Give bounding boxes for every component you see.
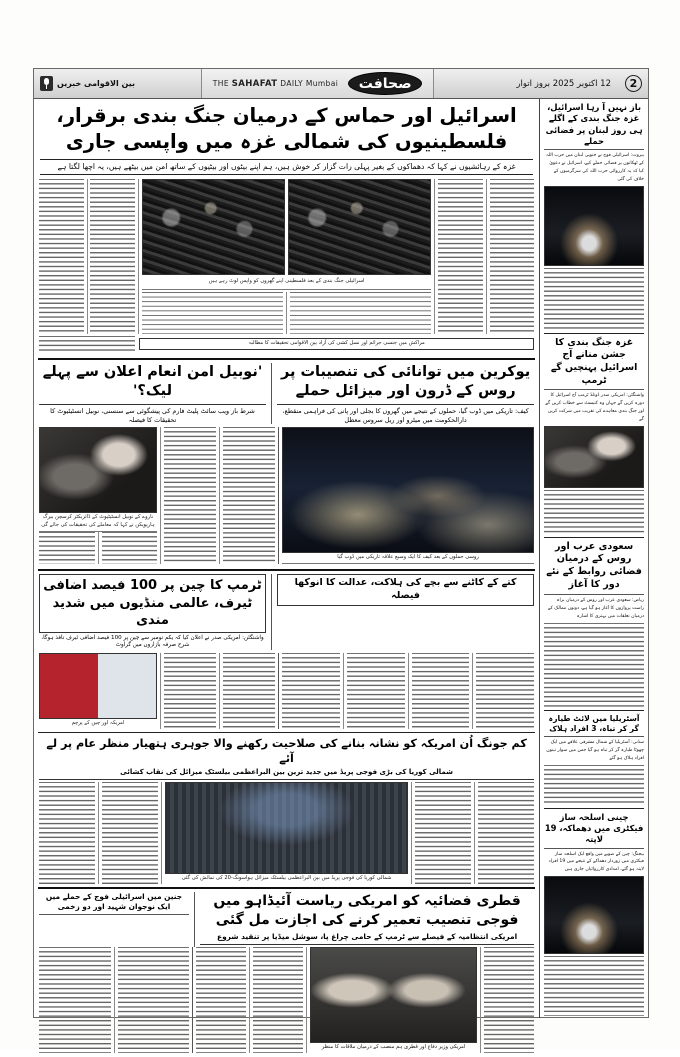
lead-photo-caption-1: اسرائیلی جنگ بندی کے بعد فلسطینی اپنے گھروں کو واپس لوٹ رہے ہیں bbox=[208, 277, 365, 284]
trump-visit-body bbox=[544, 490, 644, 534]
australia-crash-story bbox=[544, 714, 644, 805]
ukraine-photo-caption: روسی حملوں کے بعد کیف کا ایک وسیع علاقہ تاریکی میں ڈوب گیا bbox=[337, 554, 479, 561]
nobel-body-col-4 bbox=[223, 427, 275, 564]
lead-body-col-5 bbox=[438, 179, 483, 334]
north-korea-parade-photo bbox=[165, 782, 408, 874]
trump-tariff-story bbox=[39, 574, 266, 650]
lead-photo-celebration bbox=[288, 179, 431, 275]
nk-body-col-4 bbox=[478, 782, 534, 884]
sahafat-logo: صحافت bbox=[348, 72, 422, 95]
qatar-photo-caption: امریکی وزیر دفاع اور قطری ہم منصب کے درمیان ملاقات کا منظر bbox=[321, 1043, 466, 1050]
nobel-photo-caption: ناروے کے نوبیل انسٹیٹیوٹ کے ڈائریکٹر کرسچن بیرگ ہارپویکن نے کہا کہ معاملے کی تحقیقات کی جائے گی bbox=[41, 514, 155, 529]
nk-body-col-1 bbox=[39, 782, 95, 884]
trump-visit-headline: غزہ جنگ بندی کا جشن منانے آج اسرائیل پہنچیں گے ٹرمپ bbox=[550, 336, 638, 386]
australia-sub: سڈنی: آسٹریلیا کے شمال مشرقی علاقے میں ایک چھوٹا طیارہ گر کر تباہ ہو گیا جس میں سوار تینوں افراد ہلاک ہو گئے bbox=[546, 740, 644, 761]
dog-case-story bbox=[277, 574, 534, 650]
qatar-body-col-1 bbox=[196, 947, 246, 1053]
masthead-center bbox=[202, 69, 433, 98]
newspaper-page bbox=[33, 68, 649, 1050]
ukraine-headline: یوکرین میں توانائی کی تنصیبات پر روس کے ڈرون اور میزائل حملے bbox=[280, 363, 531, 400]
nobel-body-col-1 bbox=[39, 532, 95, 564]
china-factory-story bbox=[544, 812, 644, 1016]
masthead bbox=[34, 69, 648, 99]
masthead-left bbox=[34, 69, 202, 98]
masthead-english-title: THE SAHAFAT DAILY Mumbai bbox=[212, 78, 339, 89]
publication-date: 12 اکتوبر 2025 بروز اتوار bbox=[516, 78, 611, 89]
lead-body-col-6 bbox=[490, 179, 535, 334]
lead-inset-caption: مراکش میں جنسی جرائم اور نسل کشی کی آزاد بین الاقوامی تحقیقات کا مطالبہ bbox=[139, 338, 534, 350]
us-china-flags-photo bbox=[39, 653, 157, 719]
saudi-russia-sub: ریاض: سعودی عرب اور روس کے درمیان براہ راست پروازوں کا آغاز ہو گیا ہے، دونوں ممالک کے درمیان تعلقات میں بہتری کا اشارہ bbox=[547, 598, 644, 619]
lead-headline: اسرائیل اور حماس کے درمیان جنگ بندی برقرار، فلسطینیوں کی شمالی غزہ میں واپسی جاری bbox=[56, 104, 517, 154]
trump-body-col-2 bbox=[164, 653, 216, 729]
dog-body-col-2 bbox=[347, 653, 405, 729]
dog-body-col-1 bbox=[282, 653, 340, 729]
trump-visit-photo bbox=[544, 426, 644, 488]
ukraine-subhead: کیف: تاریکی میں ڈوب گیا، حملوں کے نتیجے میں گھروں کا بجلی اور پانی کی فراہمی منقطع، دارالحکومت میں میٹرو اور ریل سروس معطل bbox=[282, 407, 529, 424]
australia-body bbox=[544, 765, 644, 805]
jenin-body-col-1 bbox=[39, 947, 111, 1053]
lead-photo-return bbox=[142, 179, 285, 275]
ukraine-photo bbox=[282, 427, 534, 553]
australia-headline: آسٹریلیا میں لائٹ طیارہ گر کر تباہ، 3 افراد ہلاک bbox=[548, 713, 640, 733]
lead-story bbox=[34, 99, 539, 177]
dog-body-col-3 bbox=[412, 653, 470, 729]
masthead-right bbox=[433, 69, 648, 98]
nobel-subhead: شرط باز ویب سائٹ پلیٹ فارم کی پیشگوئی سے سنسنی، نوبیل انسٹیٹیوٹ کا تحقیقات کا فیصلہ bbox=[50, 407, 255, 424]
china-factory-sub: بیجنگ: چین کے صوبے میں واقع ایک اسلحہ ساز فیکٹری میں زوردار دھماکے کے نتیجے میں 19 افراد لاپتہ ہو گئے، امدادی کارروائیاں جاری ہیں bbox=[548, 851, 644, 873]
saudi-russia-story bbox=[544, 541, 644, 707]
lead-sidebar-text bbox=[39, 336, 135, 352]
nobel-story bbox=[39, 363, 266, 424]
lebanon-strike-story bbox=[544, 102, 644, 330]
qatar-body-col-2 bbox=[253, 947, 303, 1053]
saudi-russia-headline: سعودی عرب اور روس کے درمیان فضائی روابط کے نئے دور کا آغاز bbox=[546, 540, 642, 591]
china-factory-headline: چینی اسلحہ ساز فیکٹری میں دھماکہ، 19 لاپتہ bbox=[544, 811, 644, 845]
lebanon-headline: باز نہیں آ رہا اسرائیل، غزہ جنگ بندی کے اگلے ہی روز لبنان پر فضائی حملے bbox=[545, 102, 643, 147]
north-korea-photo-caption: شمالی کوریا کی فوجی پریڈ میں بین البراعظمی بیلسٹک میزائل ہواسونگ-20 کی نمائش کی گئی bbox=[181, 875, 392, 882]
trump-photo-caption: امریکہ اور چین کے پرچم bbox=[71, 719, 125, 726]
trump-visit-sub: واشنگٹن: امریکی صدر ڈونلڈ ٹرمپ آج اسرائیل کا دورہ کریں گے جہاں وہ کنیسٹ سے خطاب کریں گے اور جنگ بندی معاہدے کی تقریب میں شرکت کریں گے bbox=[545, 393, 644, 422]
qatar-body-col-4 bbox=[484, 947, 534, 1053]
jenin-headline: جنین میں اسرائیلی فوج کے حملے میں ایک نوجوان شہید اور دو زخمی bbox=[45, 892, 183, 912]
saudi-russia-body bbox=[544, 623, 644, 707]
jenin-story bbox=[39, 892, 189, 947]
dog-body-col-4 bbox=[476, 653, 534, 729]
lead-body-col-3 bbox=[142, 292, 283, 334]
nk-body-col-2 bbox=[102, 782, 158, 884]
masthead-section-label: بین الاقوامی خبریں bbox=[57, 79, 135, 88]
lead-body-col-4 bbox=[290, 292, 431, 334]
china-factory-body bbox=[544, 956, 644, 1016]
north-korea-story bbox=[34, 733, 539, 783]
jenin-body-col-2 bbox=[118, 947, 190, 1053]
trump-israel-visit-story bbox=[544, 337, 644, 534]
nk-body-col-3 bbox=[415, 782, 471, 884]
lebanon-strike-photo bbox=[544, 186, 644, 266]
lebanon-sub: بیروت: اسرائیلی فوج نے جنوبی لبنان میں حزب اللہ کے ٹھکانوں پر فضائی حملے کیے، اسرائیل نے دعویٰ کیا کہ یہ کارروائی حزب اللہ کی سرگرمیوں کے خلاف کی گئی bbox=[545, 153, 644, 182]
trump-tariff-headline: ٹرمپ کا چین پر 100 فیصد اضافی ٹیرف، عالمی منڈیوں میں شدید مندی bbox=[39, 574, 266, 633]
microphone-icon bbox=[40, 76, 53, 91]
north-korea-subhead: شمالی کوریا کی بڑی فوجی پریڈ میں جدید ترین بین البراعظمی بیلسٹک میزائل کی نقاب کشائی bbox=[120, 767, 453, 776]
nobel-headline: 'نوبیل امن انعام اعلان سے پہلے لیک؟' bbox=[42, 363, 263, 400]
nobel-body-col-3 bbox=[164, 427, 216, 564]
qatar-meeting-photo bbox=[310, 947, 477, 1043]
china-factory-photo bbox=[544, 876, 644, 954]
nobel-body-col-2 bbox=[102, 532, 158, 564]
lead-subhead: غزہ کے رہائشیوں نے کہا کہ دھماکوں کے بغیر پہلی رات گزار کر خوش ہیں، ہم اپنے بیٹوں اور بیٹیوں کے ساتھ امن میں بیٹھے ہیں، یہ اچھا لگتا ہے bbox=[57, 161, 516, 171]
qatar-base-story bbox=[200, 892, 534, 947]
north-korea-headline: کم جونگ اُن امریکہ کو نشانہ بنانے کی صلاحیت رکھنے والا جوہری ہتھیار منظر عام پر لے آئے bbox=[46, 736, 527, 765]
qatar-base-subhead: امریکی انتظامیہ کے فیصلے سے ٹرمپ کے حامی چراغ پا، سوشل میڈیا پر تنقید شروع bbox=[217, 931, 518, 941]
lead-body-col-1 bbox=[39, 179, 84, 334]
trump-body-col-3 bbox=[223, 653, 275, 729]
ukraine-story bbox=[277, 363, 534, 424]
lebanon-body bbox=[544, 268, 644, 330]
lead-body-col-2 bbox=[90, 179, 135, 334]
dog-case-headline: کتے کے کاٹنے سے بچے کی ہلاکت، عدالت کا انوکھا فیصلہ bbox=[277, 574, 534, 606]
qatar-base-headline: قطری فضائیہ کو امریکی ریاست آئیڈاہو میں فوجی تنصیب تعمیر کرنے کی اجازت مل گئی bbox=[213, 893, 521, 928]
nobel-photo bbox=[39, 427, 157, 513]
trump-tariff-subhead: واشنگٹن: امریکی صدر نے اعلان کیا کہ یکم نومبر سے چین پر 100 فیصد اضافی ٹیرف نافذ ہوگا، شرح صرفہ بازاروں میں گراوٹ bbox=[41, 634, 264, 649]
page-number: 2 bbox=[625, 75, 642, 92]
